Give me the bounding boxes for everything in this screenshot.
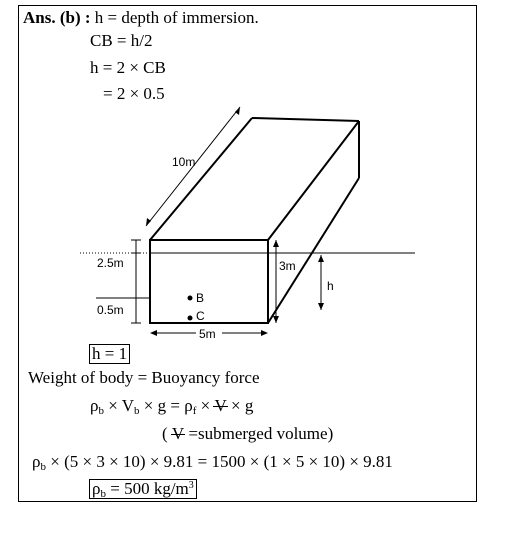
equation-h: h = 2 × CB xyxy=(90,58,166,77)
h-arrowhead-top xyxy=(318,255,324,262)
height-arrowhead-bottom xyxy=(273,316,279,323)
width-label: 5m xyxy=(199,327,216,341)
width-arrowhead-left xyxy=(150,330,157,336)
h-label: h xyxy=(327,279,334,293)
balance-equation: $\rho_b \times V_b \times g = \rho_f \times V \times g$ xyxy=(90,396,254,417)
small-depth-label: 0.5m xyxy=(97,303,124,317)
height-arrowhead-top xyxy=(273,240,279,247)
depth-label: 2.5m xyxy=(97,256,124,270)
c-label: C xyxy=(196,309,205,323)
submerged-volume-symbol: V xyxy=(214,396,227,415)
b-label: B xyxy=(196,291,205,305)
length-arrowhead-top xyxy=(235,107,240,115)
block-top-right-edge xyxy=(268,121,359,240)
length-arrowhead-bottom xyxy=(146,218,151,226)
block-top-left-edge xyxy=(150,118,252,240)
numeric-equation: $\rho_b \times (5 \times 3 \times 10) \times 9.81 = 1500 \times (1 \times 5 \times 10) \times 9.81$ xyxy=(32,452,393,473)
point-c xyxy=(188,316,193,321)
final-result-box: $\rho_b = 500$ $kg/m^3$ xyxy=(89,479,197,499)
point-b xyxy=(188,296,193,301)
block-bottom-right-edge xyxy=(268,178,359,323)
length-label: 10m xyxy=(172,155,196,169)
h-arrowhead-bottom xyxy=(318,303,324,310)
result-h-box: h = 1 xyxy=(89,344,130,364)
volume-note: ( V =submerged volume) xyxy=(162,424,334,443)
block-top-back-edge xyxy=(252,118,359,121)
depth-definition: h = depth of immersion. xyxy=(90,8,259,27)
equation-h-value: = 2 × 0.5 xyxy=(103,84,165,103)
height-label: 3m xyxy=(279,259,296,273)
width-arrowhead-right xyxy=(261,330,268,336)
weight-equation: Weight of body = Buoyancy force xyxy=(28,368,260,387)
block-front-face xyxy=(150,240,268,323)
equation-cb: CB = h/2 xyxy=(90,31,153,50)
answer-label: Ans. (b) : xyxy=(23,8,91,27)
